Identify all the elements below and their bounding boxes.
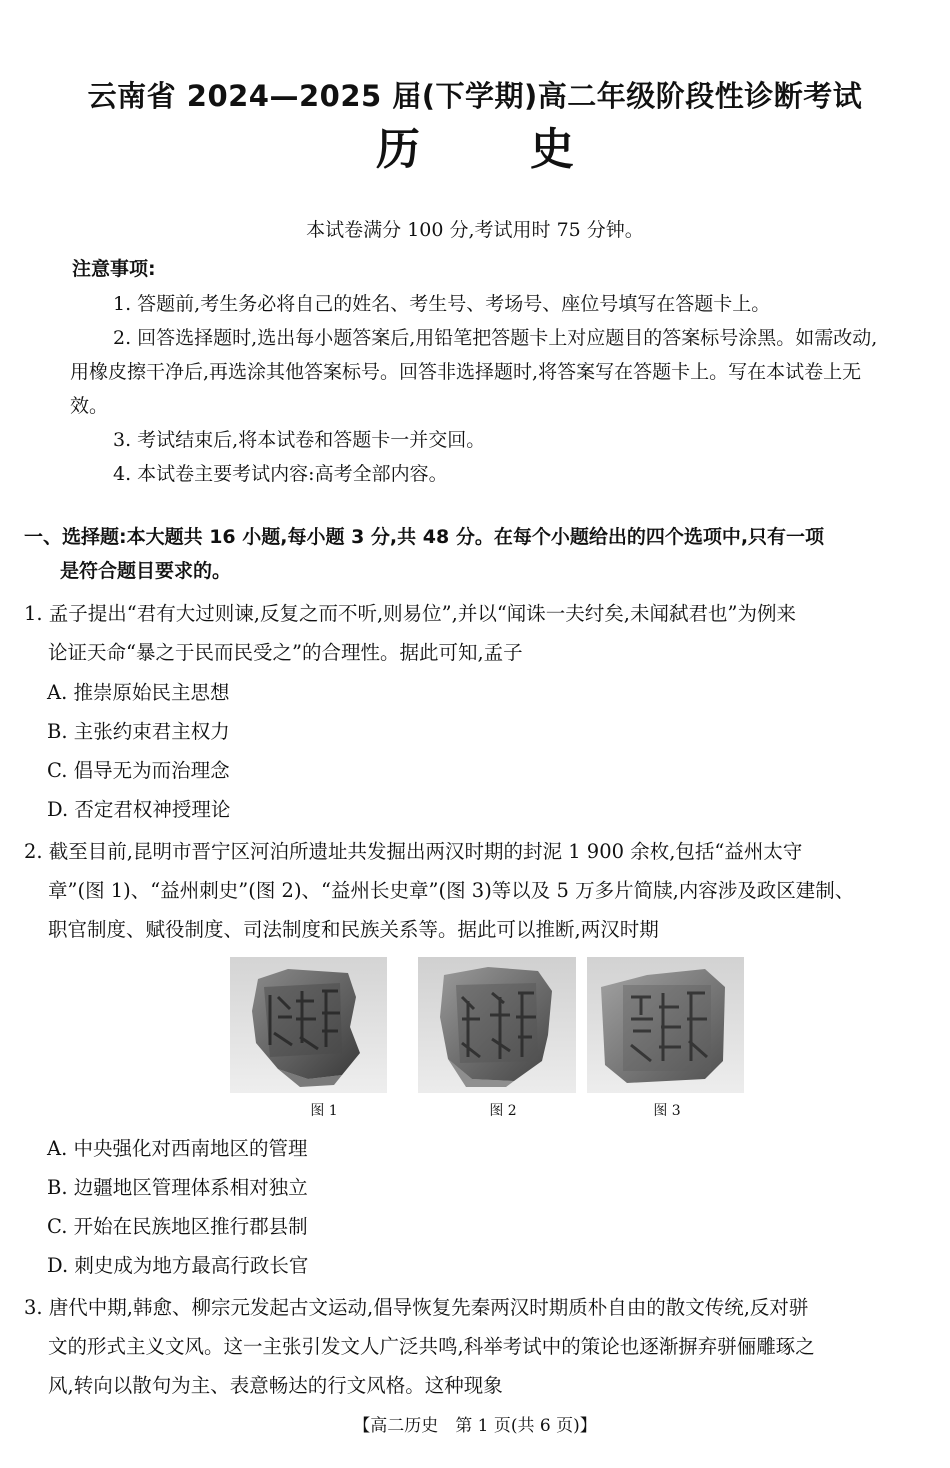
page-footer: 【高二历史 第 1 页(共 6 页)】	[353, 1416, 597, 1436]
question-line: 3. 唐代中期,韩愈、柳宗元发起古文运动,倡导恢复先秦两汉时期质朴自由的散文传统,反对骈	[24, 1296, 809, 1319]
clay-seal-figure-1	[230, 957, 387, 1093]
question-3-stem	[24, 1288, 930, 1405]
exam-info: 本试卷满分 100 分,考试用时 75 分钟。	[306, 219, 644, 241]
question-line: 2. 截至目前,昆明市晋宁区河泊所遗址共发掘出两汉时期的封泥 1 900 余枚,包括“益州太守	[24, 840, 803, 863]
question-2-stem	[24, 832, 930, 949]
question-line: 1. 孟子提出“君有大过则谏,反复之而不听,则易位”,并以“闻诛一夫纣矣,未闻弑君也”为例来	[24, 602, 796, 625]
clay-seal-figure-3	[587, 957, 744, 1093]
subject-title: 历史	[376, 124, 684, 175]
question-1-stem	[24, 594, 930, 672]
section-heading	[24, 520, 929, 588]
clay-seal-figure-2	[418, 957, 576, 1093]
question-2-option-d[interactable]: D. 刺史成为地方最高行政长官	[47, 1254, 309, 1277]
question-1-option-b[interactable]: B. 主张约束君主权力	[47, 720, 230, 743]
figure-caption: 图 2	[489, 1103, 517, 1119]
question-line: 风,转向以散句为主、表意畅达的行文风格。这种现象	[48, 1374, 503, 1397]
question-1-option-c[interactable]: C. 倡导无为而治理念	[47, 759, 230, 782]
question-line: 职官制度、赋役制度、司法制度和民族关系等。据此可以推断,两汉时期	[48, 918, 659, 941]
question-2-option-a[interactable]: A. 中央强化对西南地区的管理	[47, 1137, 308, 1160]
notice-list	[70, 287, 890, 491]
figure-caption: 图 1	[310, 1103, 338, 1119]
section-heading-line: 一、选择题:本大题共 16 小题,每小题 3 分,共 48 分。在每个小题给出的四个选项中,只有一项	[24, 526, 825, 548]
figure-caption: 图 3	[653, 1103, 681, 1119]
question-2-option-c[interactable]: C. 开始在民族地区推行郡县制	[47, 1215, 308, 1238]
question-1-option-d[interactable]: D. 否定君权神授理论	[47, 798, 231, 821]
exam-title: 云南省 2024—2025 届(下学期)高二年级阶段性诊断考试	[87, 79, 863, 113]
notice-item: 4. 本试卷主要考试内容:高考全部内容。	[113, 463, 448, 485]
notice-title: 注意事项:	[72, 258, 156, 280]
section-heading-line: 是符合题目要求的。	[60, 560, 232, 582]
question-1-option-a[interactable]: A. 推崇原始民主思想	[47, 681, 230, 704]
notice-item: 1. 答题前,考生务必将自己的姓名、考生号、考场号、座位号填写在答题卡上。	[113, 293, 771, 315]
notice-item: 3. 考试结束后,将本试卷和答题卡一并交回。	[113, 429, 486, 451]
question-line: 章”(图 1)、“益州刺史”(图 2)、“益州长史章”(图 3)等以及 5 万多片简牍,内容涉及政区建制、	[48, 879, 855, 902]
notice-item: 2. 回答选择题时,选出每小题答案后,用铅笔把答题卡上对应题目的答案标号涂黑。如需改动,用橡皮擦干净后,再选涂其他答案标号。回答非选择题时,将答案写在答题卡上。写在本试卷上无效。	[70, 327, 878, 417]
question-2-option-b[interactable]: B. 边疆地区管理体系相对独立	[47, 1176, 308, 1199]
question-line: 论证天命“暴之于民而民受之”的合理性。据此可知,孟子	[48, 641, 523, 664]
question-line: 文的形式主义文风。这一主张引发文人广泛共鸣,科举考试中的策论也逐渐摒弃骈俪雕琢之	[48, 1335, 815, 1358]
